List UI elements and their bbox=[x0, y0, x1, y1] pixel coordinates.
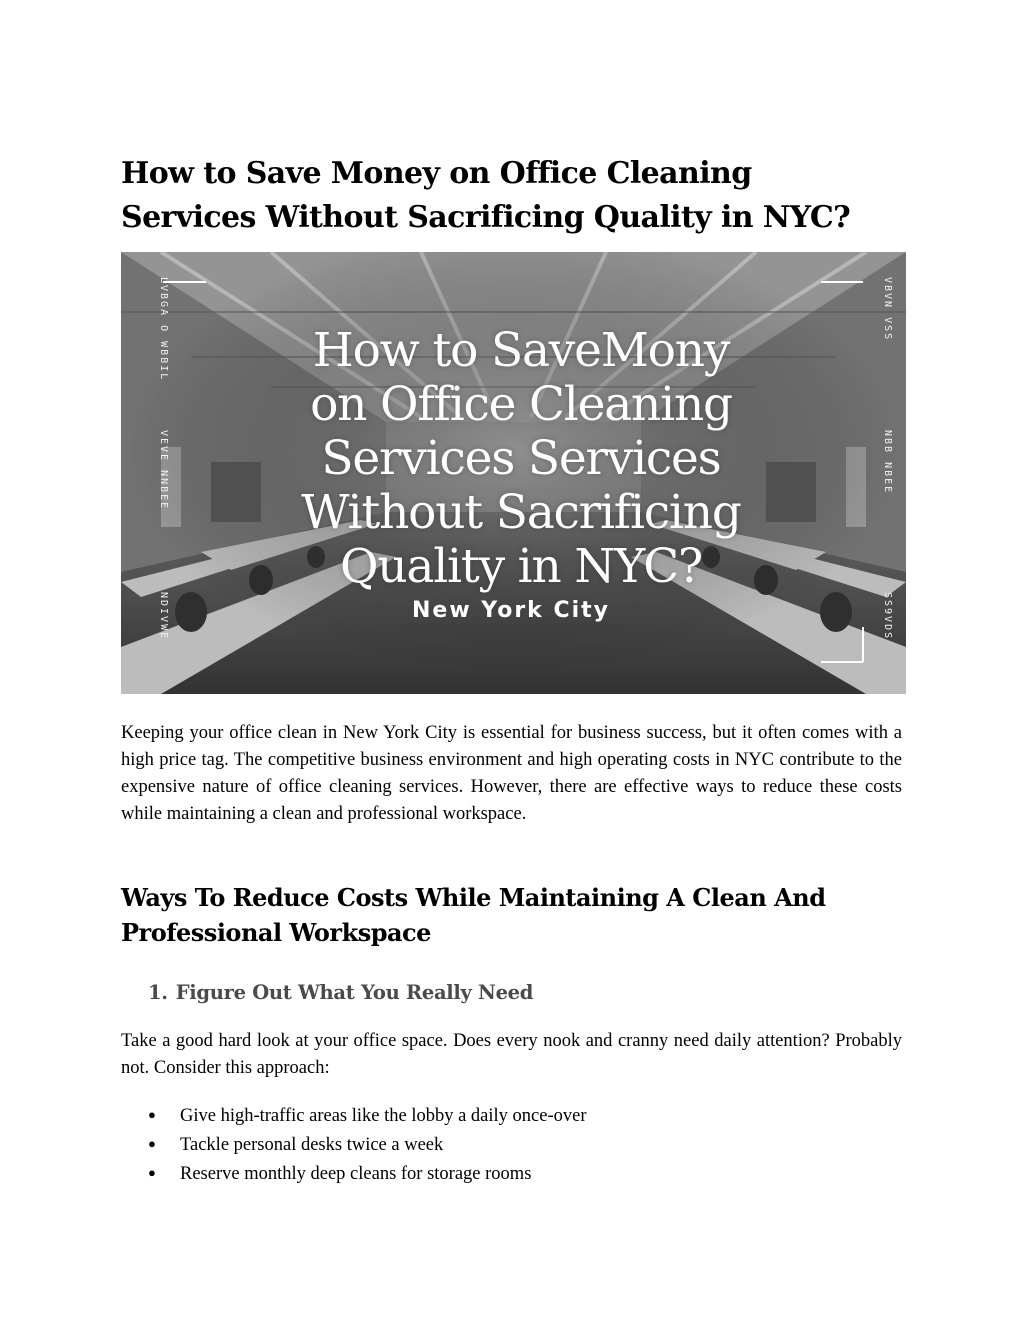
article-title-line-2: Services Without Sacrificing Quality in NYC? bbox=[121, 200, 851, 235]
subsection-number: 1. bbox=[148, 981, 168, 1004]
hero-title-line-4: Without Sacrificing bbox=[301, 485, 741, 540]
hero-side-label-left-mid: VEVE NNBEE bbox=[158, 430, 169, 511]
subsection-paragraph: Take a good hard look at your office space. Does every nook and cranny need daily attention? Probably not. Consider this approach: bbox=[121, 1031, 902, 1078]
hero-overlay-text bbox=[121, 252, 906, 694]
bullet-icon: ● bbox=[148, 1165, 156, 1180]
bullet-list bbox=[148, 1101, 587, 1188]
list-item bbox=[148, 1159, 587, 1188]
list-item-text: Give high-traffic areas like the lobby a daily once-over bbox=[180, 1106, 587, 1126]
bullet-icon: ● bbox=[148, 1107, 156, 1122]
section-heading-line-1: Ways To Reduce Costs While Maintaining A Clean And bbox=[121, 883, 826, 912]
hero-title-line-2: on Office Cleaning bbox=[310, 377, 732, 432]
list-item-text: Tackle personal desks twice a week bbox=[180, 1135, 444, 1155]
hero-image bbox=[121, 252, 906, 694]
hero-title bbox=[241, 324, 801, 594]
hero-title-line-1: How to SaveMony bbox=[312, 323, 730, 378]
hero-title-line-5: Quality in NYC? bbox=[340, 539, 702, 594]
list-item-text: Reserve monthly deep cleans for storage rooms bbox=[180, 1164, 532, 1184]
article-title bbox=[121, 152, 921, 240]
hero-side-label-left-bottom: NDIVWE bbox=[158, 592, 169, 641]
intro-paragraph: Keeping your office clean in New York City is essential for business success, but it often comes with a high price tag. The competitive business environment and high operating costs in NYC contribute to the expensive nature of office cleaning services. However, there are effective ways to reduce these costs while maintaining a clean and professional workspace. bbox=[121, 723, 902, 824]
subsection-title: Figure Out What You Really Need bbox=[175, 981, 534, 1004]
article-title-line-1: How to Save Money on Office Cleaning bbox=[121, 156, 752, 191]
bullet-icon: ● bbox=[148, 1136, 156, 1151]
section-heading bbox=[121, 880, 921, 950]
section-heading-line-2: Professional Workspace bbox=[121, 918, 431, 947]
hero-side-label-right-bottom: SS9VDS bbox=[882, 592, 893, 641]
list-item bbox=[148, 1101, 587, 1130]
hero-title-line-3: Services Services bbox=[321, 431, 721, 486]
hero-subtitle: New York City bbox=[411, 598, 611, 623]
hero-side-label-right-top: VBVN VSS bbox=[882, 277, 893, 342]
hero-side-label-right-mid: NBB NBEE bbox=[882, 430, 893, 495]
hero-side-label-left-top: LVBGA O WBBIL bbox=[158, 277, 169, 382]
list-item bbox=[148, 1130, 587, 1159]
subsection-heading bbox=[148, 978, 533, 1008]
